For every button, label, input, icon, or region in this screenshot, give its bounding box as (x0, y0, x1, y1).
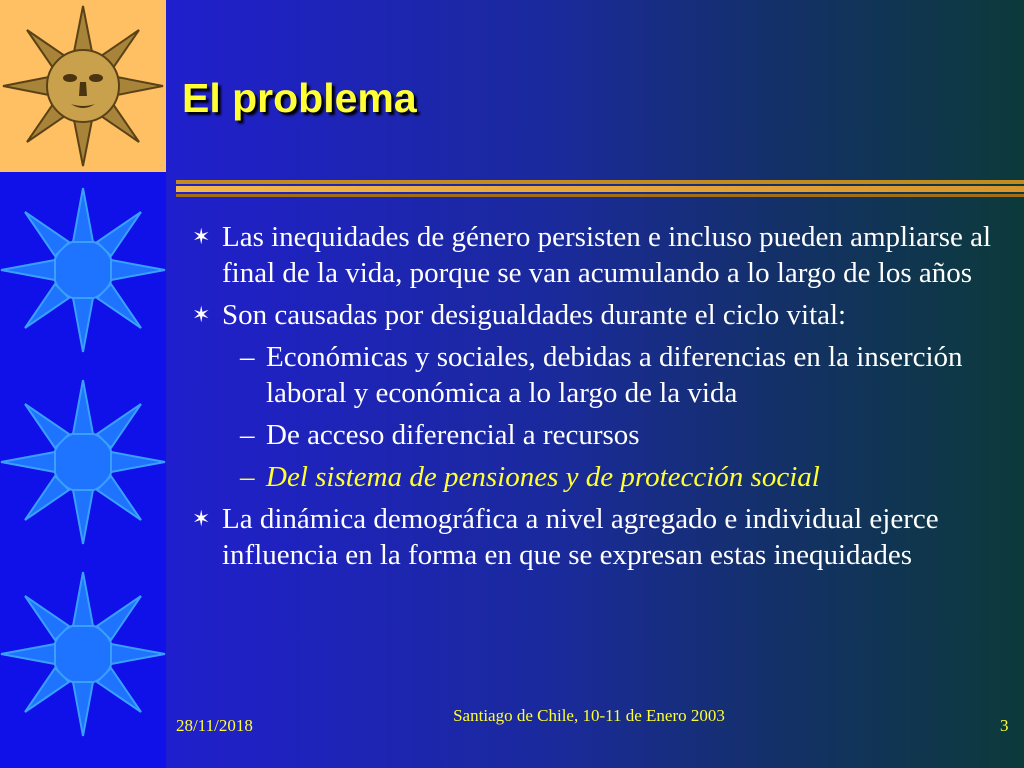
star-bullet-icon: ✶ (192, 224, 211, 249)
sub-bullet-text: Económicas y sociales, debidas a diferencias en la inserción laboral y económica a lo largo de la vida (266, 341, 963, 409)
dash-bullet: – (240, 419, 255, 451)
bullet-item (192, 297, 1002, 333)
left-decoration-strip (0, 172, 166, 768)
star-bullet-icon: ✶ (192, 506, 211, 531)
sun-decoration-icon (0, 564, 166, 744)
slide-body (192, 219, 1002, 579)
footer-date: 28/11/2018 (176, 716, 253, 735)
footer-place: Santiago de Chile, 10-11 de Enero 2003 (453, 706, 725, 725)
bullet-text: Las inequidades de género persisten e incluso pueden ampliarse al final de la vida, porque se van acumulando a lo largo de los años (222, 221, 992, 289)
bullet-text: Son causadas por desigualdades durante el ciclo vital: (222, 299, 847, 331)
dash-bullet: – (240, 461, 255, 493)
dash-bullet: – (240, 341, 255, 373)
sub-bullet-item (192, 417, 1002, 453)
logo-box (0, 0, 166, 172)
sun-decoration-icon (0, 372, 166, 552)
slide-title: El problema (182, 75, 417, 121)
sun-decoration-icon (0, 180, 166, 360)
bullet-item (192, 501, 1002, 573)
sub-bullet-item (192, 339, 1002, 411)
sub-bullet-item-highlighted (192, 459, 1002, 495)
title-divider (176, 180, 1024, 200)
bullet-text: La dinámica demográfica a nivel agregado e individual ejerce influencia en la forma en que se expresan estas inequidades (222, 503, 939, 571)
sub-bullet-text: Del sistema de pensiones y de protección social (266, 461, 820, 493)
bullet-item (192, 219, 1002, 291)
sub-bullet-text: De acceso diferencial a recursos (266, 419, 640, 451)
sun-face-logo-icon (0, 0, 166, 172)
footer-page-number: 3 (1000, 716, 1009, 735)
star-bullet-icon: ✶ (192, 302, 211, 327)
